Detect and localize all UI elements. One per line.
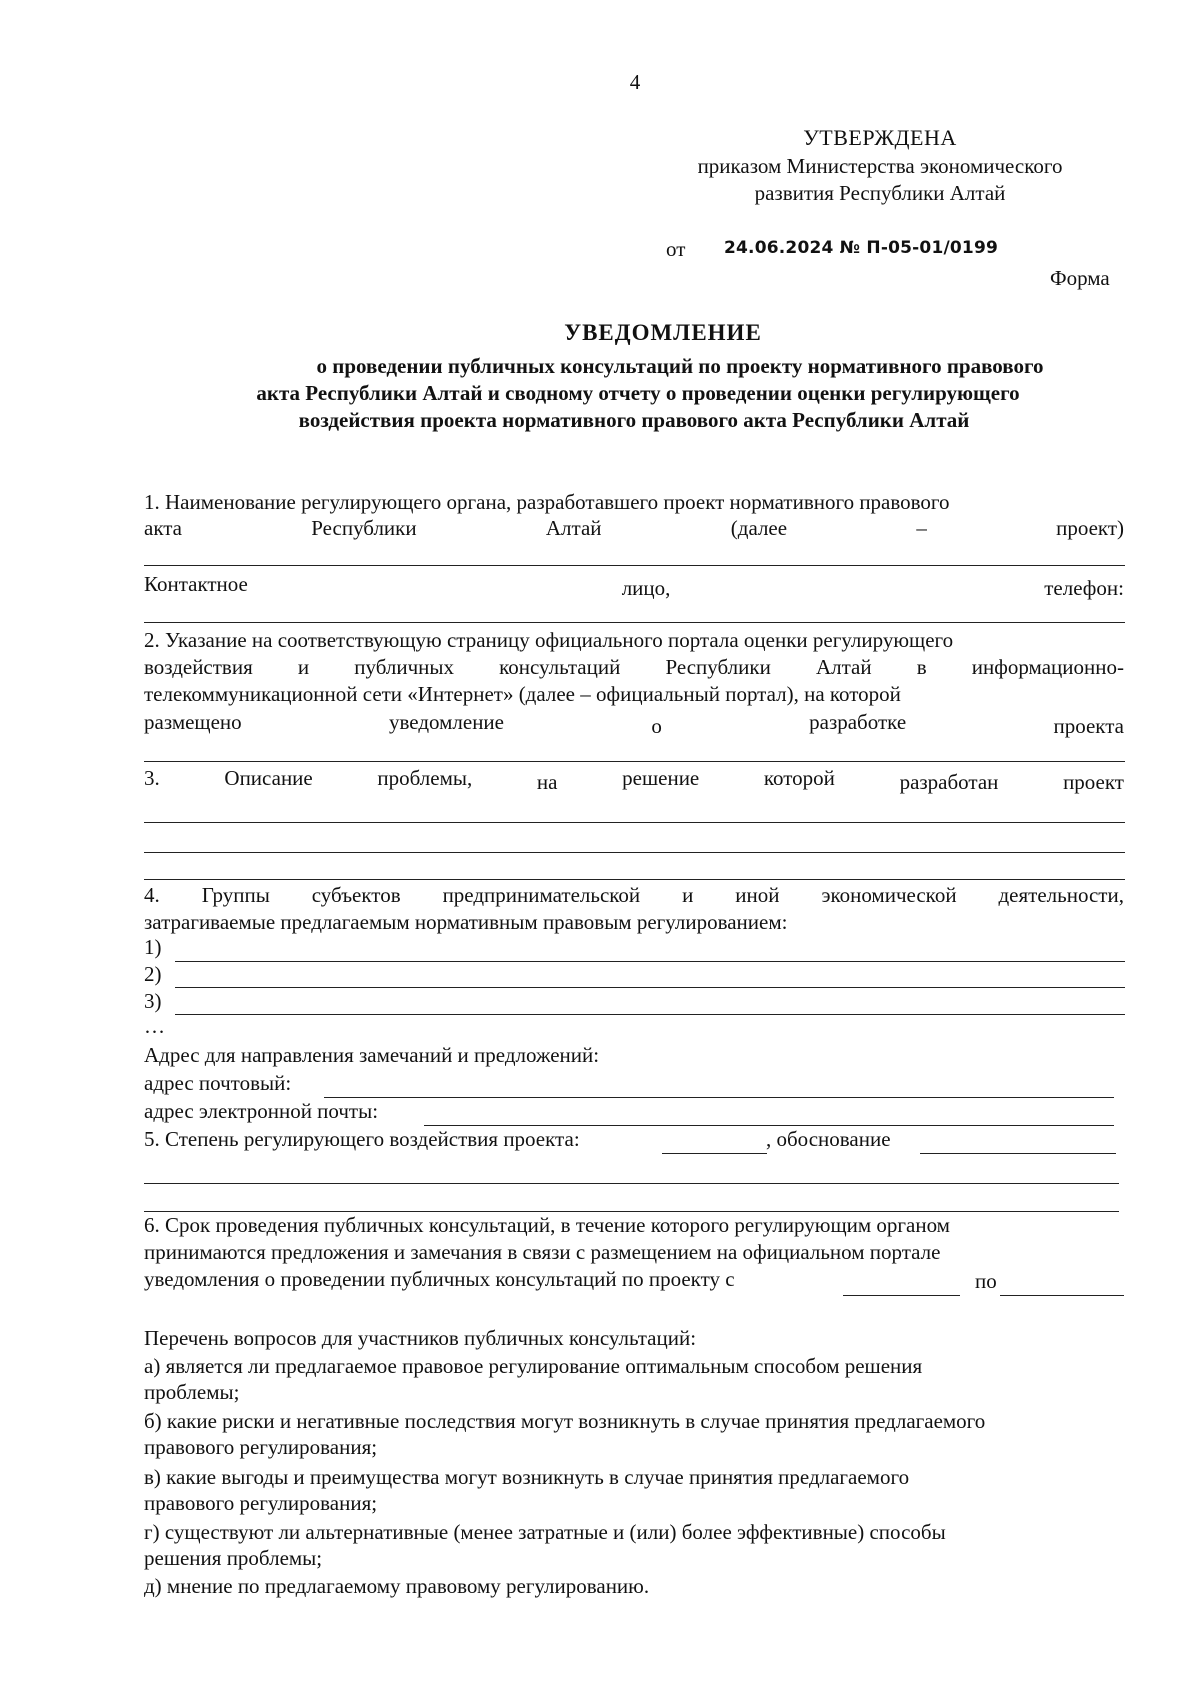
word: 3.	[144, 766, 160, 790]
question-g-line-2: решения проблемы;	[144, 1546, 323, 1570]
blank-line	[144, 622, 1125, 623]
word: уведомление	[388, 710, 504, 734]
word: и	[682, 883, 694, 907]
start-date-field[interactable]	[843, 1295, 960, 1296]
question-v-line-2: правового регулирования;	[144, 1491, 378, 1515]
word: проект	[1063, 770, 1124, 794]
contact-line	[144, 572, 1124, 600]
word: (далее	[730, 516, 788, 540]
question-d: д) мнение по предлагаемому правовому регулированию.	[144, 1574, 650, 1598]
form-label: Форма	[1050, 266, 1110, 290]
blank-line	[144, 822, 1125, 823]
address-heading: Адрес для направления замечаний и предложений:	[144, 1043, 600, 1067]
section-4-line-1	[144, 883, 1124, 908]
email-address-label: адрес электронной почты:	[144, 1099, 379, 1123]
group-item-1: 1)	[144, 935, 162, 959]
word: –	[916, 516, 927, 540]
question-a-line-2: проблемы;	[144, 1380, 240, 1404]
section-2-line-2	[144, 655, 1124, 680]
group-item-2-field[interactable]	[175, 987, 1125, 988]
email-address-field[interactable]	[424, 1125, 1114, 1126]
word: информационно-	[971, 655, 1124, 679]
section-6-line-2: принимаются предложения и замечания в связи с размещением на официальном портале	[144, 1240, 941, 1264]
group-item-3-field[interactable]	[175, 1014, 1125, 1015]
group-item-3: 3)	[144, 989, 162, 1013]
word: о	[651, 714, 662, 738]
blank-line	[144, 852, 1125, 853]
word: проекта	[1053, 714, 1124, 738]
word: консультаций	[499, 655, 621, 679]
word: публичных	[354, 655, 454, 679]
section-2-line-1: 2. Указание на соответствующую страницу официального портала оценки регулирующего	[144, 628, 954, 652]
word: акта	[144, 516, 183, 540]
word: которой	[763, 766, 835, 790]
word: деятельности,	[998, 883, 1124, 907]
end-date-field[interactable]	[1000, 1295, 1124, 1296]
word: в	[916, 655, 927, 679]
word: разработке	[809, 710, 907, 734]
word: экономической	[821, 883, 957, 907]
section-1-line-2	[144, 516, 1124, 541]
word: Описание	[224, 766, 313, 790]
word: Республики	[311, 516, 417, 540]
approval-title: УТВЕРЖДЕНА	[803, 125, 957, 150]
word: субъектов	[311, 883, 401, 907]
blank-line	[144, 761, 1125, 762]
question-v-line-1: в) какие выгоды и преимущества могут возникнуть в случае принятия предлагаемого	[144, 1465, 910, 1489]
postal-address-label: адрес почтовый:	[144, 1071, 292, 1095]
impact-degree-field[interactable]	[662, 1153, 767, 1154]
rationale-label: , обоснование	[766, 1127, 891, 1151]
question-b-line-1: б) какие риски и негативные последствия могут возникнуть в случае принятия предлагаемого	[144, 1409, 986, 1433]
approval-date-number: 24.06.2024 № П-05-01/0199	[724, 238, 999, 258]
section-6-line-1: 6. Срок проведения публичных консультаций, в течение которого регулирующим органом	[144, 1213, 950, 1237]
section-2-line-3: телекоммуникационной сети «Интернет» (далее – официальный портал), на которой	[144, 682, 901, 706]
ellipsis: …	[144, 1014, 165, 1038]
section-6-line-3: уведомления о проведении публичных консультаций по проекту с	[144, 1267, 735, 1291]
word: проблемы,	[377, 766, 473, 790]
blank-line	[144, 879, 1125, 880]
subtitle-line-1: о проведении публичных консультаций по проекту нормативного правового	[316, 354, 1044, 378]
section-4-line-2: затрагиваемые предлагаемым нормативным правовым регулированием:	[144, 910, 788, 934]
questions-heading: Перечень вопросов для участников публичных консультаций:	[144, 1326, 697, 1350]
question-b-line-2: правового регулирования;	[144, 1435, 378, 1459]
section-1-line-1: 1. Наименование регулирующего органа, разработавшего проект нормативного правового	[144, 490, 950, 514]
word: Алтай	[815, 655, 872, 679]
word: Алтай	[545, 516, 602, 540]
word: на	[536, 770, 558, 794]
postal-address-field[interactable]	[324, 1097, 1114, 1098]
section-2-line-4	[144, 710, 1124, 738]
contact-label: Контактное	[144, 572, 248, 596]
word: воздействия	[144, 655, 253, 679]
word: разработан	[899, 770, 999, 794]
page-number: 4	[629, 70, 641, 94]
contact-person-label: лицо,	[621, 576, 671, 600]
phone-label: телефон:	[1044, 576, 1124, 600]
document-title: УВЕДОМЛЕНИЕ	[564, 320, 762, 345]
word: Группы	[201, 883, 270, 907]
subtitle-line-2: акта Республики Алтай и сводному отчету о проведении оценки регулирующего	[256, 381, 1020, 405]
group-item-2: 2)	[144, 962, 162, 986]
word: размещено	[144, 710, 242, 734]
word: решение	[622, 766, 700, 790]
section-5-label: 5. Степень регулирующего воздействия проекта:	[144, 1127, 580, 1151]
word: и	[297, 655, 310, 679]
word: предпринимательской	[442, 883, 641, 907]
word: 4.	[144, 883, 160, 907]
subtitle-line-3: воздействия проекта нормативного правового акта Республики Алтай	[298, 408, 970, 432]
blank-line	[144, 565, 1125, 566]
question-a-line-1: а) является ли предлагаемое правовое регулирование оптимальным способом решения	[144, 1354, 923, 1378]
word: Республики	[665, 655, 771, 679]
group-item-1-field[interactable]	[175, 961, 1125, 962]
rationale-field[interactable]	[920, 1153, 1116, 1154]
to-label: по	[975, 1269, 997, 1293]
approval-date-prefix: от	[666, 237, 686, 261]
question-g-line-1: г) существуют ли альтернативные (менее затратные и (или) более эффективные) способы	[144, 1520, 946, 1544]
section-3-line-1	[144, 766, 1124, 794]
word: проект)	[1056, 516, 1124, 540]
blank-line	[144, 1183, 1119, 1184]
word: иной	[735, 883, 780, 907]
approval-line-2: развития Республики Алтай	[754, 181, 1006, 205]
approval-line-1: приказом Министерства экономического	[697, 154, 1063, 178]
blank-line	[144, 1211, 1119, 1212]
